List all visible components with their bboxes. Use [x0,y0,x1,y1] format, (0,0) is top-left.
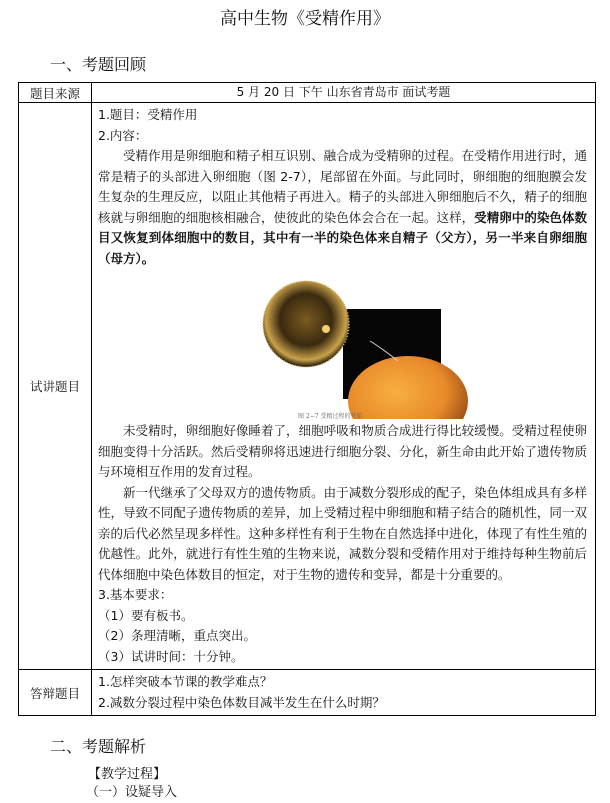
table-row-defense [19,670,596,716]
requirement-1: （1）要有板书。 [98,607,194,623]
defense-question-1: 1.怎样突破本节课的教学难点？ [98,674,273,689]
paragraph-fertilization-text: 受精作用是卵细胞和精子相互识别、融合成为受精卵的过程。在受精作用进行时，通常是精子的头部进入卵细胞（图 2-7），尾部留在外面。与此同时，卵细胞的细胞膜会发生复杂的生理反应，以阻止其他精子再进入。精子的头部进入卵细胞后不久，精子的细胞核就与卵细胞的细胞核相融合，使彼此的染色体会合在一起。这样， [98,148,587,225]
table-row-source [19,83,596,103]
paragraph-unfertilized: 未受精时，卵细胞好像睡着了，细胞呼吸和物质合成进行得比较缓慢。受精过程使卵细胞变得十分活跃。然后受精卵将迅速进行细胞分裂、分化，新生命由此开始了遗传物质与环境相互作用的发育过程。 [98,423,587,479]
row-label-source: 题目来源 [19,83,92,103]
row-value-source: 5 月 20 日 下午 山东省青岛市 面试考题 [92,83,596,103]
section-heading-review: 一、考题回顾 [50,55,147,74]
paragraph-inheritance: 新一代继承了父母双方的遗传物质。由于减数分裂形成的配子，染色体组成具有多样性，导致不同配子遗传物质的差异，加上受精过程中卵细胞和精子结合的随机性，同一双亲的后代必然呈现多样性。这种多样性有利于生物在自然选择中进化，体现了有性生殖的优越性。此外，就进行有性生殖的生物来说，减数分裂和受精作用对于维持每种生物前后代体细胞中染色体数目的恒定，对于生物的遗传和变异，都是十分重要的。 [98,484,587,582]
paragraph-fertilization-bold: 受精卵中的染色体数目又恢复到体细胞中的数目，其中有一半的染色体来自精子（父方），另一半来自卵细胞（母方）。 [98,209,587,266]
item-title: 1.题目：受精作用 [98,107,198,122]
row-label-defense: 答辩题目 [19,670,92,716]
defense-questions [92,670,596,716]
section-heading-analysis: 二、考题解析 [50,737,147,756]
figure-caption: 图 2−7 受精过程的开始 [298,413,363,420]
item-requirements: 3.基本要求： [98,587,173,602]
requirement-2: （2）条理清晰，重点突出。 [98,628,256,643]
item-content: 2.内容： [98,127,148,143]
paragraph-fertilization [98,146,587,269]
lecture-content [92,103,596,670]
requirement-3: （3）试讲时间：十分钟。 [98,648,244,664]
fertilization-image [98,279,608,419]
row-label-lecture: 试讲题目 [19,103,92,670]
document-title: 高中生物《受精作用》 [220,9,390,29]
table-row-lecture [19,103,596,670]
exam-table [18,82,596,716]
figure-fertilization [98,279,587,419]
defense-question-2: 2.减数分裂过程中染色体数目减半发生在什么时期？ [98,694,385,710]
step-1-heading: （一）设疑导入 [86,785,178,800]
teaching-process-heading: 【教学过程】 [88,767,167,782]
